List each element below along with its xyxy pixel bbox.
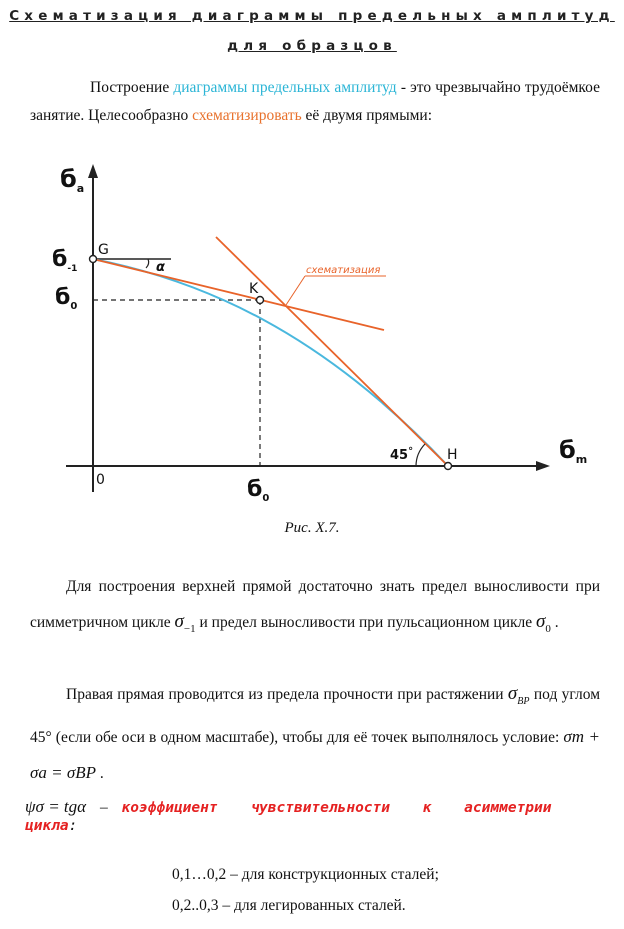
intro-text-3: её двумя прямыми: <box>301 107 433 124</box>
sigma-0-x-label: $б_0$ <box>247 477 270 504</box>
psi-formula: ψσ = tgα <box>25 797 87 816</box>
origin-label: 0 <box>96 472 105 488</box>
para2-text-1: Для построения верхней прямой достаточно знать предел выносливости при симметричном цикле <box>30 578 600 631</box>
para3-text-3: . <box>96 764 104 782</box>
page-title-continued: для образцов <box>227 38 397 54</box>
link-schematize[interactable]: схематизировать <box>192 107 302 124</box>
psi-definition <box>25 797 605 835</box>
intro-text-2: - это чрезвычайно трудоёмкое занятие. Целесообразно <box>30 79 600 124</box>
sigma-bp-symbol: $\sigma_{BP}$ <box>507 683 530 707</box>
page-title: Схематизация диаграммы предельных амплитуд <box>9 8 615 24</box>
point-h-label: H <box>447 447 458 463</box>
y-axis-arrow-icon <box>88 164 98 178</box>
intro-paragraph <box>30 74 600 130</box>
sigma-0-symbol: $\sigma_0$ <box>536 611 551 635</box>
angle-45-label: 45° <box>390 446 414 463</box>
point-g-marker <box>90 256 97 263</box>
psi-coefficient-label: коэффициент чувствительности к асимметрии цикла <box>25 800 552 834</box>
para2-text-3: . <box>550 614 559 631</box>
point-k-label: K <box>249 281 259 297</box>
schematization-pointer <box>286 276 305 305</box>
point-k-marker <box>257 297 264 304</box>
point-h-marker <box>445 463 452 470</box>
limit-amplitude-diagram <box>0 150 624 505</box>
alpha-label: α <box>156 260 165 275</box>
point-g-label: G <box>98 242 109 258</box>
sigma-0-y-label: $б_0$ <box>55 285 78 312</box>
paragraph-upper-line <box>30 569 600 647</box>
intro-text-1: Построение <box>90 79 174 96</box>
para3-text-2: под углом 45° (если обе оси в одном масштабе), чтобы для её точек выполнялось условие: <box>30 686 600 746</box>
psi-dash: – <box>99 799 108 816</box>
figure-caption: Рис. X.7. <box>284 520 340 536</box>
schematization-label: схематизация <box>306 265 381 276</box>
para2-text-2: и предел выносливости при пульсационном цикле <box>195 614 537 631</box>
paragraph-right-line <box>30 676 600 791</box>
sigma-minus1-symbol: $\sigma_{-1}$ <box>174 611 196 635</box>
para3-text-1: Правая прямая проводится из предела прочности при растяжении <box>66 686 508 703</box>
strength-condition-formula: σm + σa = σBP <box>30 726 600 782</box>
y-axis-label: $б_a$ <box>60 165 85 195</box>
x-axis-label: $б_m$ <box>559 436 588 466</box>
psi-colon: : <box>68 818 78 834</box>
psi-value-alloy-steel: 0,2..0,3 – для легированных сталей. <box>172 897 406 914</box>
x-axis-arrow-icon <box>536 461 550 471</box>
alpha-angle-arc <box>146 259 149 268</box>
angle-45-arc <box>416 444 425 466</box>
psi-value-steel: 0,1…0,2 – для конструкционных сталей; <box>172 866 439 883</box>
sigma-minus1-label: $б_{-1}$ <box>52 247 78 274</box>
link-limit-amplitude-diagram[interactable]: диаграммы предельных амплитуд <box>173 79 397 96</box>
